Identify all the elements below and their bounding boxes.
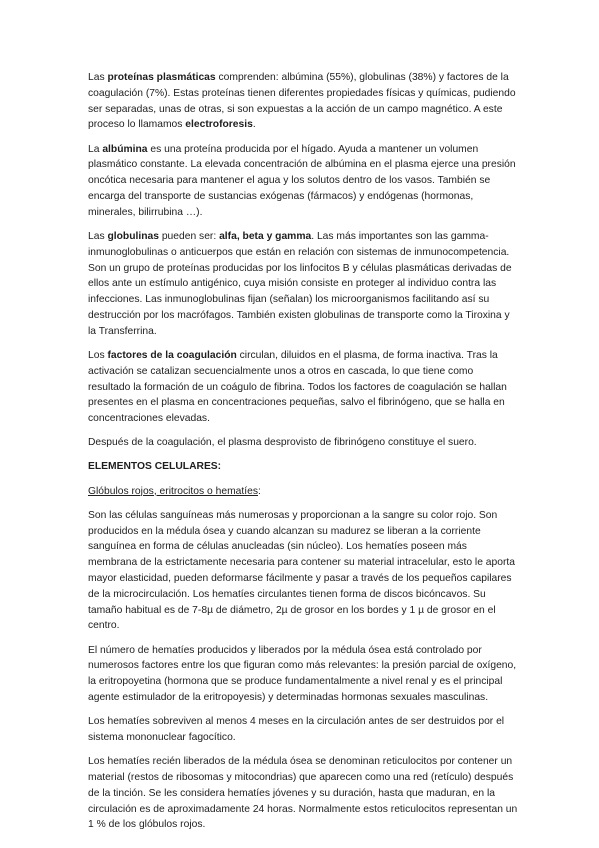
- text-run: comprenden: albúmina (55%), globulinas (38%) y factores de la coagulación (7%). Estas proteínas tienen diferentes propiedades físicas y químicas, pudiendo ser separadas, unas de otras, si son expuestas a la acción de un campo magnético. A este proceso lo llamamos: [88, 72, 516, 131]
- document-body: [88, 70, 518, 842]
- bold-term: alfa, beta y gamma: [219, 230, 312, 242]
- subheading-text: Glóbulos rojos, eritrocitos o hematíes: [88, 485, 258, 497]
- text-run: Las: [88, 230, 108, 242]
- bold-term: electroforesis: [185, 119, 253, 131]
- paragraph-red-cell-lifespan: Los hematíes sobreviven al menos 4 meses en la circulación antes de ser destruidos por el sistema mononuclear fagocítico.: [88, 716, 505, 743]
- text-run: . Las más importantes son las gamma-inmunoglobulinas o anticuerpos que están en relación con sistemas de inmunocompetencia. Son un grupo de proteínas producidas por los linfocitos B y células plasmáticas derivadas de ellos ante un estímulo antigénico, cuya misión consiste en proteger al individuo contra las infecciones. Las inmunoglobulinas fijan (señalan) los microorganismos facilitando así su destrucción por los macrófagos. También existen globulinas de transporte como la Tiroxina y la Transferrina.: [88, 230, 512, 337]
- bold-term: globulinas: [107, 230, 159, 242]
- paragraph-albumin: [88, 142, 518, 221]
- paragraph-red-cells: Son las células sanguíneas más numerosas y proporcionan a la sangre su color rojo. Son producidos en la médula ósea y cuando alcanzan su madurez se liberan a la corriente sanguínea en forma de células anucleadas (sin núcleo). Los hematíes poseen más membrana de la estrictamente necesaria para contener su material intracelular, esto le aporta mayor elasticidad, pueden deformarse fácilmente y pasar a través de los pequeños capilares de la microcirculación. Los hematíes circulantes tienen forma de discos bicóncavos. Su tamaño habitual es de 7-8µ de diámetro, 2µ de grosor en los bordes y 1 µ de grosor en el centro.: [88, 509, 515, 632]
- section-heading: ELEMENTOS CELULARES:: [88, 461, 222, 473]
- text-run: .: [252, 119, 256, 131]
- paragraph-globulins: [88, 229, 518, 340]
- paragraph-plasma-proteins: [88, 70, 518, 133]
- text-run: es una proteína producida por el hígado. Ayuda a mantener un volumen plasmático constante. La elevada concentración de albúmina en el plasma ejerce una presión oncótica necesaria para mantener el agua y los solutos dentro de los vasos. También se encarga del transporte de sustancias exógenas (fármacos) y endógenas (hormonas, minerales, bilirrubina …).: [88, 143, 516, 218]
- text-run: Las: [88, 72, 108, 83]
- paragraph-serum: Después de la coagulación, el plasma desprovisto de fibrinógeno constituye el suero.: [88, 437, 477, 449]
- text-run: La: [88, 143, 103, 155]
- text-run: pueden ser:: [158, 230, 220, 242]
- subheading-colon: :: [257, 485, 261, 497]
- bold-term: factores de la coagulación: [107, 349, 237, 361]
- paragraph-reticulocytes: Los hematíes recién liberados de la médula ósea se denominan reticulocitos por contener un material (restos de ribosomas y mitocondrias) que aparecen como una red (retículo) después de la tinción. Se les considera hematíes jóvenes y su duración, hasta que maduran, en la circulación es de aproximadamente 24 horas. Normalmente estos reticulocitos representan un 1 % de los glóbulos rojos.: [88, 756, 518, 831]
- bold-term: albúmina: [102, 143, 148, 155]
- text-run: Los: [88, 349, 108, 361]
- text-run: circulan, diluidos en el plasma, de forma inactiva. Tras la activación se catalizan secuencialmente unos a otros en cascada, lo que tiene como resultado la formación de un coágulo de fibrina. Todos los factores de coagulación se hallan presentes en el plasma en concentraciones pequeñas, salvo el fibrinógeno, que se halla en concentraciones elevadas.: [88, 349, 507, 425]
- paragraph-red-cell-production: El número de hematíes producidos y liberados por la médula ósea está controlado por numerosos factores entre los que figuran como más relevantes: la presión parcial de oxígeno, la eritropoyetina (hormona que se produce fundamentalmente a nivel renal y es el principal agente estimulador de la eritropoyesis) y determinadas hormonas sexuales masculinas.: [88, 644, 517, 704]
- subsection-heading: [88, 484, 518, 500]
- paragraph-coagulation-factors: [88, 348, 518, 427]
- bold-term: proteínas plasmáticas: [107, 72, 216, 83]
